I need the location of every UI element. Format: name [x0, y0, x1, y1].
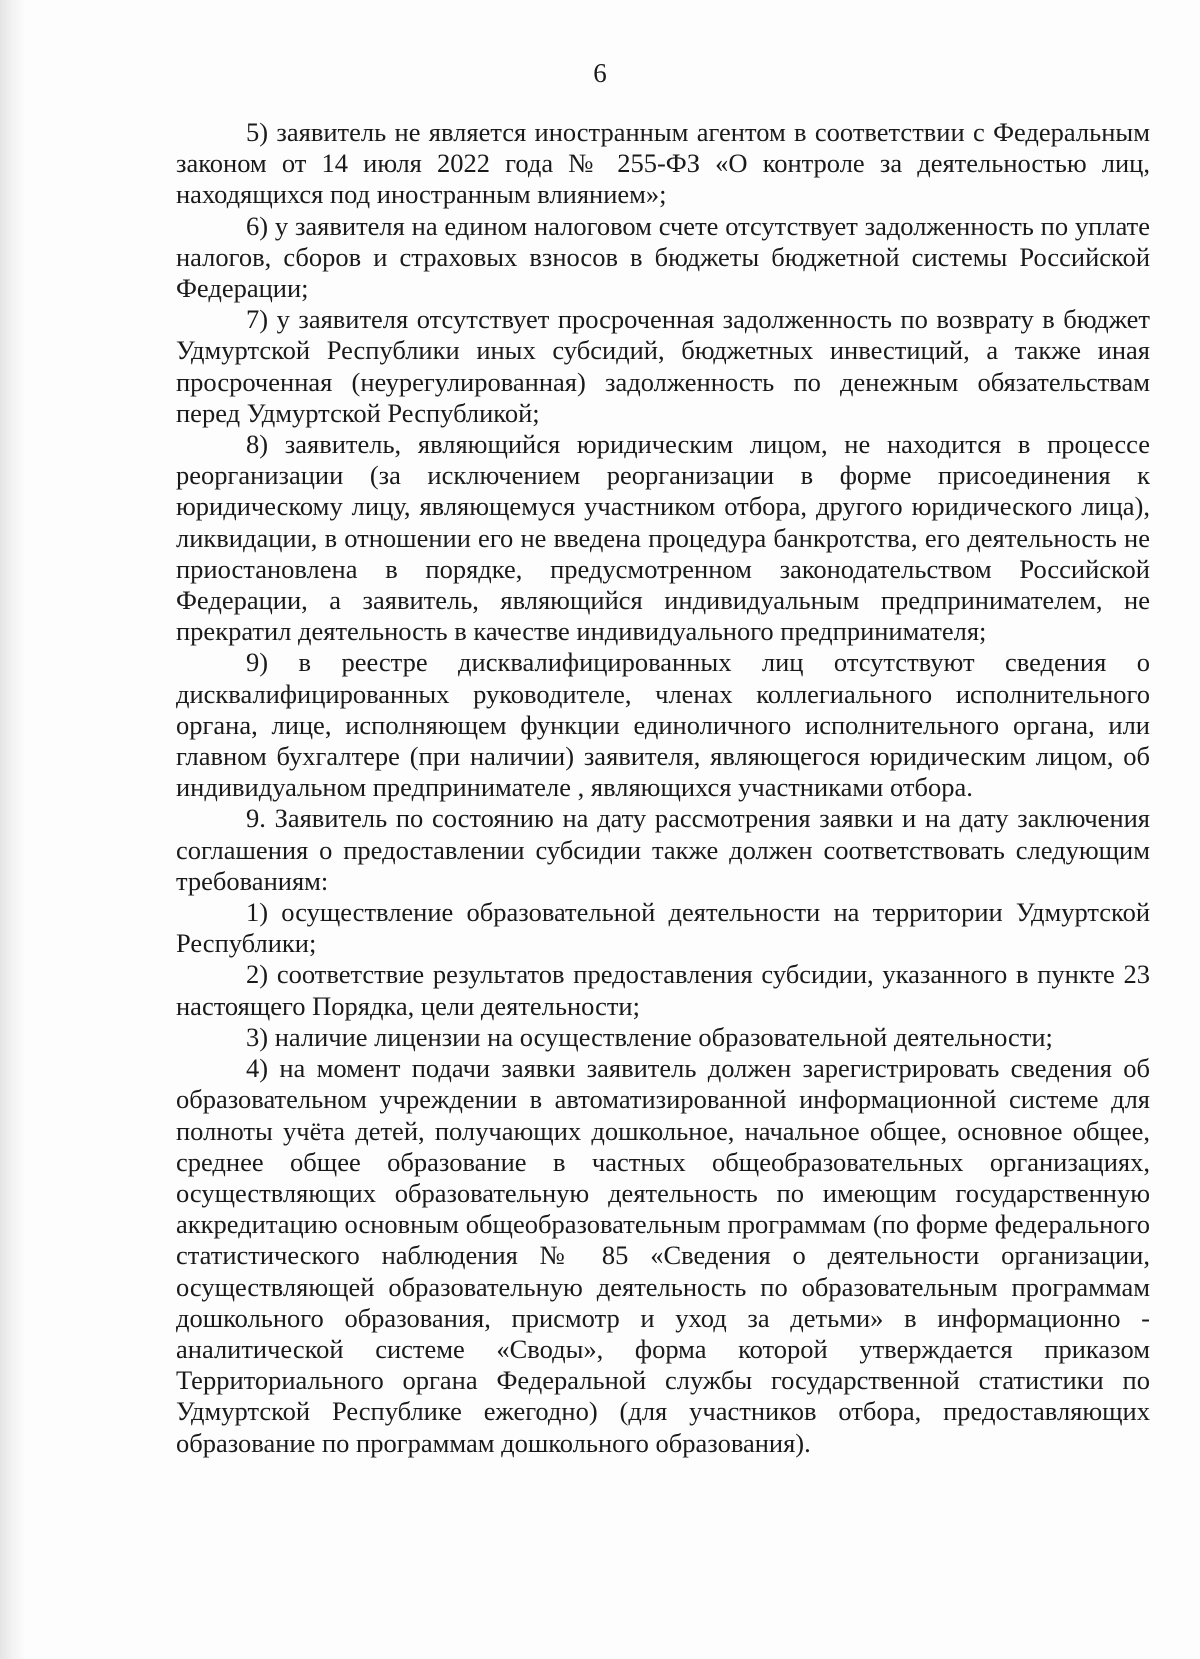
paragraph-item-8: 8) заявитель, являющийся юридическим лицом, не находится в процессе реорганизации (за исключением реорганизации в форме присоединения к юридическому лицу, являющемуся участником отбора, другого юридического лица), ликвидации, в отношении его не введена процедура банкротства, его деятельность не приостановлена в порядке, предусмотренном законодательством Российской Федерации, а заявитель, являющийся индивидуальным предпринимателем, не прекратил деятельность в качестве индивидуального предпринимателя;: [176, 429, 1150, 647]
paragraph-item-7: 7) у заявителя отсутствует просроченная задолженность по возврату в бюджет Удмуртской Республики иных субсидий, бюджетных инвестиций, а также иная просроченная (неурегулированная) задолженность по денежным обязательствам перед Удмуртской Республикой;: [176, 304, 1150, 428]
paragraph-requirement-4: 4) на момент подачи заявки заявитель должен зарегистрировать сведения об образовательном учреждении в автоматизированной информационной системе для полноты учёта детей, получающих дошкольное, начальное общее, основное общее, среднее общее образование в частных общеобразовательных организациях, осуществляющих образовательную деятельность по имеющим государственную аккредитацию основным общеобразовательным программам (по форме федерального статистического наблюдения № 85 «Сведения о деятельности организации, осуществляющей образовательную деятельность по образовательным программам дошкольного образования, присмотр и уход за детьми» в информационно - аналитической системе «Своды», форма которой утверждается приказом Территориального органа Федеральной службы государственной статистики по Удмуртской Республике ежегодно) (для участников отбора, предоставляющих образование по программам дошкольного образования).: [176, 1053, 1150, 1458]
paragraph-clause-9: 9. Заявитель по состоянию на дату рассмотрения заявки и на дату заключения соглашения о предоставлении субсидии также должен соответствовать следующим требованиям:: [176, 803, 1150, 896]
paragraph-item-6: 6) у заявителя на едином налоговом счете отсутствует задолженность по уплате налогов, сборов и страховых взносов в бюджеты бюджетной системы Российской Федерации;: [176, 210, 1150, 304]
paragraph-requirement-3: 3) наличие лицензии на осуществление образовательной деятельности;: [246, 1021, 1053, 1052]
paragraph-item-5: 5) заявитель не является иностранным агентом в соответствии с Федеральным законом от 14 июля 2022 года № 255-ФЗ «О контроле за деятельностью лиц, находящихся под иностранным влиянием»;: [176, 117, 1150, 210]
paragraph-requirement-2: 2) соответствие результатов предоставления субсидии, указанного в пункте 23 настоящего Порядка, цели деятельности;: [176, 959, 1150, 1021]
scan-edge: [0, 0, 26, 1659]
paragraph-requirement-1: 1) осуществление образовательной деятельности на территории Удмуртской Республики;: [176, 897, 1150, 959]
document-body: [176, 117, 1150, 1459]
paragraph-item-9: 9) в реестре дисквалифицированных лиц отсутствуют сведения о дисквалифицированных руководителе, членах коллегиального исполнительного органа, лице, исполняющем функции единоличного исполнительного органа, или главном бухгалтере (при наличии) заявителя, являющегося юридическим лицом, об индивидуальном предпринимателе , являющихся участниками отбора.: [176, 647, 1150, 803]
page-number: 6: [593, 58, 607, 88]
